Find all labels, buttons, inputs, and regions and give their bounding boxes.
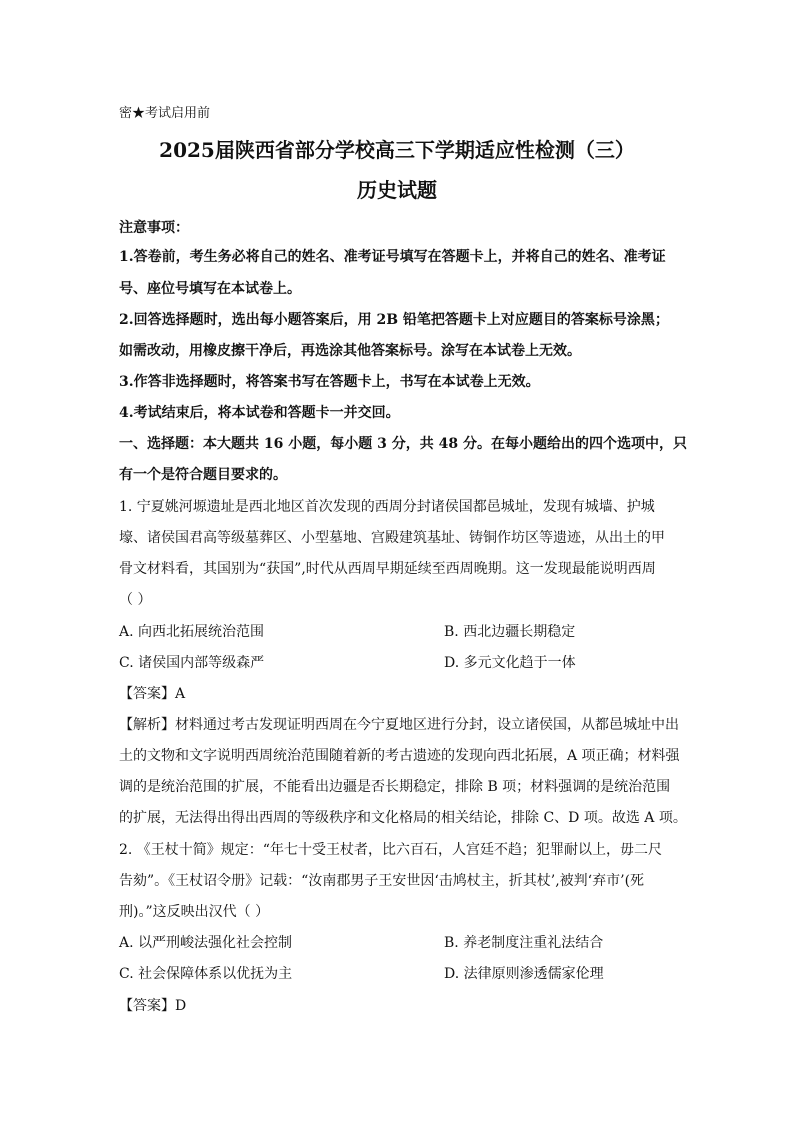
question-1-blank: （ ）	[119, 592, 152, 608]
question-1-analysis: 【解析】材料通过考古发现证明西周在今宁夏地区进行分封，设立诸侯国，从都邑城址中出	[119, 717, 679, 733]
section-heading-cont: 有一个是符合题目要求的。	[119, 467, 287, 483]
question-1-analysis: 的扩展，无法得出得出西周的等级秩序和文化格局的相关结论，排除 C、D 项。故选 A 项。	[119, 810, 687, 826]
question-1-option-d: D. 多元文化趋于一体	[444, 655, 576, 671]
question-1-analysis: 调的是统治范围的扩展，不能看出边疆是否长期稳定，排除 B 项；材料强调的是统治范围	[119, 779, 671, 795]
question-1-stem: 壕、诸侯国君高等级墓葬区、小型墓地、宫殿建筑基址、铸铜作坊区等遗迹，从出土的甲	[119, 530, 665, 546]
question-2-stem: 2. 《王杖十简》规定：“年七十受王杖者，比六百石，人宫廷不趋；犯罪耐以上，毋二尺	[119, 842, 662, 858]
question-2-option-d: D. 法律原则渗透儒家伦理	[444, 966, 604, 982]
notice-line: 如需改动，用橡皮擦干净后，再选涂其他答案标号。涂写在本试卷上无效。	[119, 343, 581, 359]
question-1-answer: 【答案】A	[119, 686, 186, 702]
notice-line: 2.回答选择题时，选出每小题答案后，用 2B 铅笔把答题卡上对应题目的答案标号涂黑；	[119, 312, 669, 328]
question-2-option-a: A. 以严刑峻法强化社会控制	[119, 935, 293, 951]
question-2-stem: 刑)。”这反映出汉代（ ）	[119, 904, 270, 920]
notice-line: 1.答卷前，考生务必将自己的姓名、准考证号填写在答题卡上，并将自己的姓名、准考证	[119, 249, 666, 265]
exam-title: 2025届陕西省部分学校高三下学期适应性检测（三）	[159, 138, 635, 162]
question-1-stem: 1. 宁夏姚河塬遗址是西北地区首次发现的西周分封诸侯国都邑城址，发现有城墙、护城	[119, 499, 655, 515]
question-2-option-c: C. 社会保障体系以优抚为主	[119, 966, 293, 982]
question-1-stem: 骨文材料看，其国别为“获国”,时代从西周早期延续至西周晚期。这一发现最能说明西周	[119, 561, 656, 577]
section-heading: 一、选择题：本大题共 16 小题，每小题 3 分，共 48 分。在每小题给出的四个选项中，只	[119, 436, 687, 452]
question-2-stem: 告劾”。《王杖诏令册》记载：“汝南郡男子王安世因‘击鸠杖主，折其杖’,被判‘弃市’(死	[119, 873, 645, 889]
question-1-option-c: C. 诸侯国内部等级森严	[119, 655, 265, 671]
question-1-option-a: A. 向西北拓展统治范围	[119, 624, 265, 640]
confidential-label: 密★考试启用前	[119, 106, 211, 121]
question-1-option-b: B. 西北边疆长期稳定	[444, 624, 576, 640]
notice-line: 号、座位号填写在本试卷上。	[119, 281, 301, 297]
exam-subtitle: 历史试题	[357, 178, 437, 202]
notice-line: 4.考试结束后，将本试卷和答题卡一并交回。	[119, 405, 400, 421]
question-2-option-b: B. 养老制度注重礼法结合	[444, 935, 604, 951]
notice-line: 3.作答非选择题时，将答案书写在答题卡上，书写在本试卷上无效。	[119, 374, 540, 390]
question-1-analysis: 土的文物和文字说明西周统治范围随着新的考古遗迹的发现向西北拓展，A 项正确；材料强	[119, 748, 680, 764]
notice-heading: 注意事项：	[119, 220, 189, 236]
question-2-answer: 【答案】D	[119, 998, 187, 1014]
